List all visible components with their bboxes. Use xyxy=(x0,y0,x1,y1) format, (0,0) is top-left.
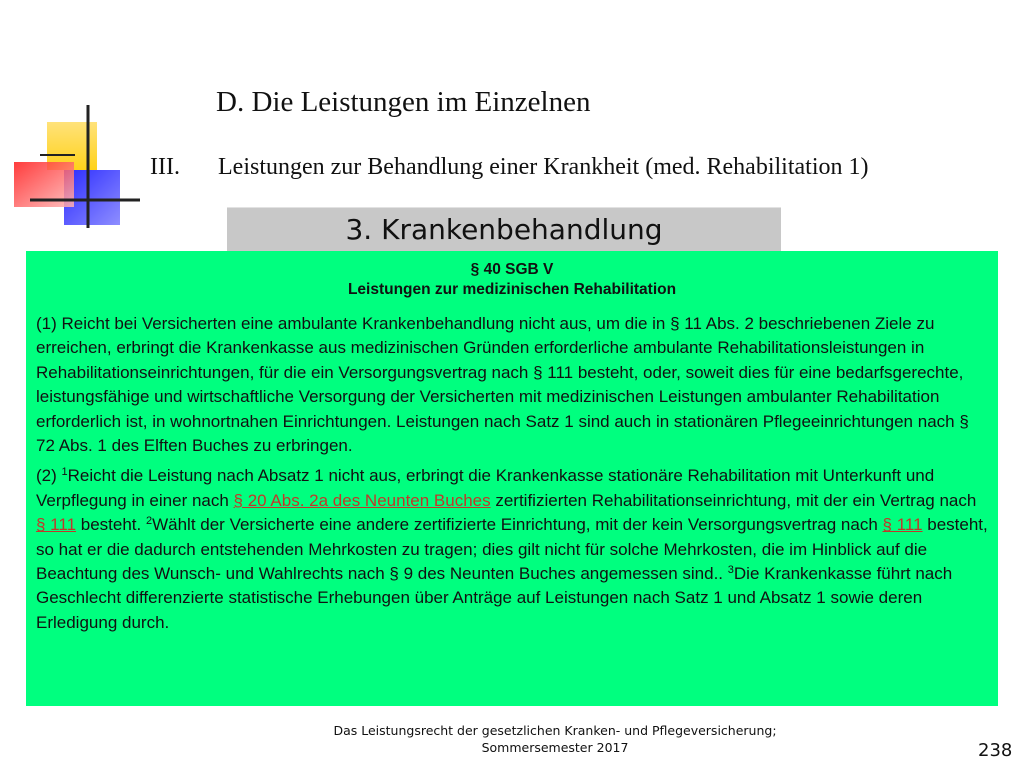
slide-title: D. Die Leistungen im Einzelnen xyxy=(216,86,591,118)
sentence-number-3: 3 xyxy=(727,564,734,577)
section-heading: 3. Krankenbehandlung xyxy=(345,213,663,246)
link-sgb-v-111-second[interactable]: § 111 xyxy=(882,515,923,535)
abs2-text-3: besteht. xyxy=(76,515,146,535)
sentence-number-2: 2 xyxy=(145,515,153,528)
abs2-text-1: Reicht die Leistung nach Absatz 1 nicht aus, erbringt die Krankenkasse stationäre Rehabilitation mit Unterkunft und Verpflegung in einer nach xyxy=(36,466,935,510)
abs2-text-5: besteht, so hat er die dadurch entstehenden Mehrkosten zu tragen; dies gilt nicht für solche Mehrkosten, die im Hinblick auf die Beachtung des Wunsch- und Wahlrechts nach § 9 des Neunten Buches angemessen sind.. xyxy=(36,515,988,584)
subtitle-number: III. xyxy=(150,154,180,180)
footer-semester: Sommersemester 2017 xyxy=(481,740,629,755)
law-paragraph-ref: § 40 SGB V xyxy=(470,261,554,278)
sentence-number-1: 1 xyxy=(61,466,68,479)
law-absatz-1: (1) Reicht bei Versicherten eine ambulante Krankenbehandlung nicht aus, um die in § 11 Abs. 2 beschriebenen Ziele zu erreichen, erbringt die Krankenkasse aus medizinischen Gründen erforderliche ambulante Rehabilitationsleistungen in Rehabilitationseinrichtungen, für die ein Versorgungsvertrag nach § 111 besteht, oder, soweit dies für eine bedarfsgerechte, leistungsfähige und wirtschaftliche Versorgung der Versicherten mit medizinischen Leistungen ambulanter Rehabilitation erforderlich ist, in wohnortnahen Einrichtungen. Leistungen nach Satz 1 sind auch in stationären Pflegeeinrichtungen nach § 72 Abs. 1 des Elften Buches zu erbringen. xyxy=(36,314,969,456)
abs2-text-4: Wählt der Versicherte eine andere zertifizierte Einrichtung, mit der kein Versorgungsvertrag nach xyxy=(152,515,883,535)
link-sgb-ix-20[interactable]: § 20 Abs. 2a des Neunten Buches xyxy=(233,490,491,510)
abs2-text-6: Die Krankenkasse führt nach Geschlecht differenzierte statistische Erhebungen über Anträge auf Leistungen nach Satz 1 und Absatz 1 sowie deren Erledigung durch. xyxy=(36,564,953,632)
law-header xyxy=(36,260,988,300)
decorative-squares-icon xyxy=(0,100,150,240)
subtitle-text: Leistungen zur Behandlung einer Krankheit (med. Rehabilitation 1) xyxy=(218,154,869,180)
footer-course-title: Das Leistungsrecht der gesetzlichen Kranken- und Pflegeversicherung; xyxy=(333,723,777,738)
abs2-prefix: (2) xyxy=(36,466,62,486)
law-paragraph-title: Leistungen zur medizinischen Rehabilitation xyxy=(347,281,677,298)
slide-footer xyxy=(330,722,780,756)
page-number: 238 xyxy=(978,740,1013,761)
slide-subtitle xyxy=(150,154,868,181)
section-heading-box xyxy=(227,207,781,256)
law-absatz-2 xyxy=(36,464,988,635)
law-text-box xyxy=(26,251,998,706)
abs2-text-2: zertifizierten Rehabilitationseinrichtung, mit der ein Vertrag nach xyxy=(490,490,977,510)
link-sgb-v-111[interactable]: § 111 xyxy=(36,515,77,535)
